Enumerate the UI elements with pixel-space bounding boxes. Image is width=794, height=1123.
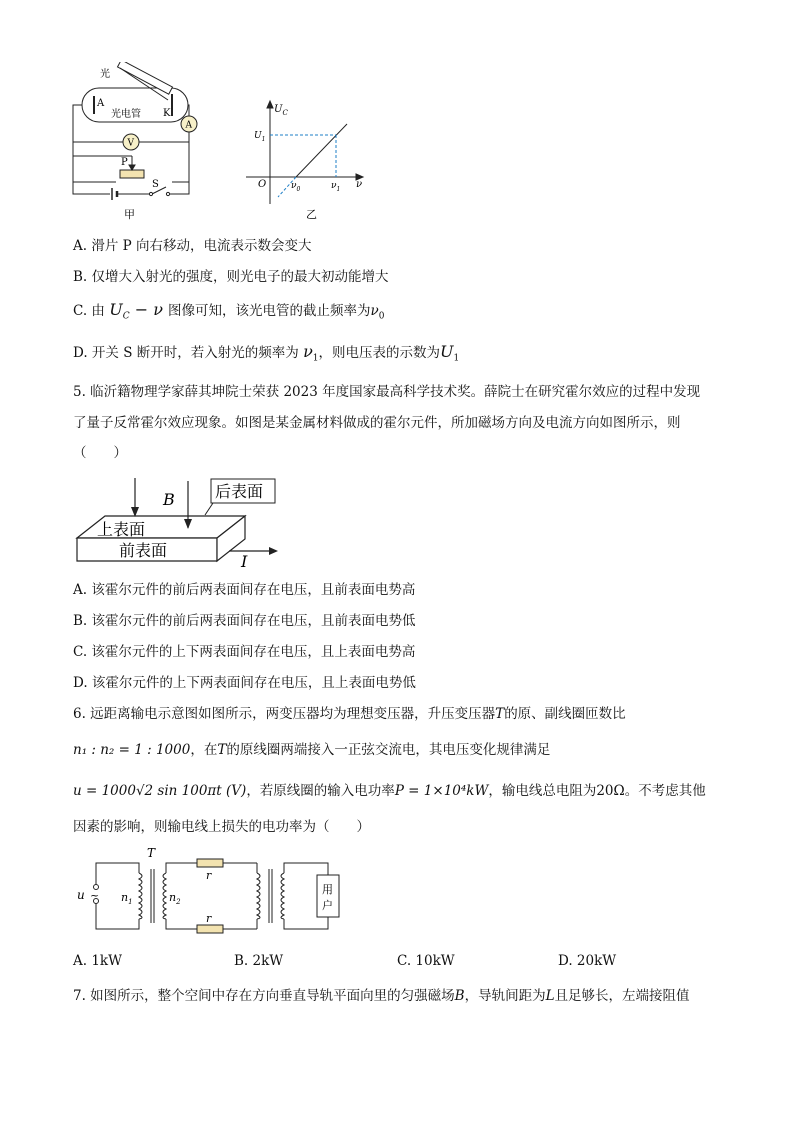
q5-stem-line3: （ ）	[73, 445, 127, 461]
q4-option-c-uc: U	[109, 300, 123, 319]
q4-option-c-text: 图像可知，该光电管的截止频率为	[168, 303, 371, 319]
top-surface-label: 上表面	[97, 520, 146, 539]
u1-sub: 1	[261, 136, 266, 143]
figure-hall-element	[73, 473, 283, 573]
figure-yi-caption: 乙	[306, 208, 317, 221]
q5-stem-line1: 5. 临沂籍物理学家薛其坤院士荣获 2023 年度国家最高科学技术奖。薛院士在研究霍尔效应的过程中发现	[73, 384, 701, 400]
nu1-sub: 1	[336, 186, 341, 193]
q4-option-d-text: ，则电压表的示数为	[318, 345, 441, 361]
resistor-r-bottom-label: r	[206, 912, 212, 925]
svg-text:UC	[274, 104, 288, 117]
q6-stem-line2-post: 的原线圈两端接入一正弦交流电，其电压变化规律满足	[226, 742, 551, 758]
svg-text:n2	[169, 891, 181, 906]
q6-option-d: D. 20kW	[558, 953, 617, 969]
figure-jia-circuit	[68, 62, 213, 222]
slider-p-label: P	[121, 157, 128, 168]
q4-option-d-nu1-sub: 1	[312, 353, 319, 364]
ammeter-icon: A	[185, 120, 192, 131]
figure-yi-graph	[240, 98, 370, 223]
q4-option-a: A. 滑片 P 向右移动，电流表示数会变大	[73, 238, 312, 254]
q6-option-a: A. 1kW	[73, 953, 122, 969]
q6-turns-ratio: n₁ : n₂ = 1 : 1000	[73, 742, 191, 758]
svg-text:ν1	[331, 181, 340, 193]
back-surface-label: 后表面	[215, 482, 264, 501]
user-char-1: 用	[322, 883, 333, 896]
q4-option-c-nu0: ν	[370, 303, 379, 319]
n2-label: n	[169, 891, 177, 904]
nu-axis-label: ν	[356, 179, 363, 190]
q4-option-d-nu1: ν	[303, 342, 313, 361]
resistor-r-top-label: r	[206, 869, 212, 882]
q6-stem-line2-text: ，在	[190, 742, 218, 758]
ac-source-icon: ~	[90, 889, 100, 902]
q6-stem-line1-post: 的原、副线圈匝数比	[504, 706, 626, 722]
q7-field-b: B	[454, 988, 465, 1004]
q7-stem-text: 7. 如图所示，整个空间中存在方向垂直导轨平面向里的匀强磁场	[73, 988, 455, 1004]
svg-text:U1	[254, 131, 265, 143]
q6-stem-line2	[73, 738, 550, 758]
q4-option-d-prefix: D. 开关 S 断开时，若入射光的频率为	[73, 345, 299, 361]
n2-sub: 2	[176, 898, 181, 906]
transformer-t-label: T	[147, 846, 156, 860]
q6-power-value: P = 1×10⁴kW	[394, 783, 489, 799]
q5-option-d: D. 该霍尔元件的上下两表面间存在电压，且上表面电势低	[73, 675, 416, 691]
q6-stem-line3-text2: ，输电线总电阻为	[488, 783, 597, 799]
q6-stem-line1	[73, 702, 626, 722]
figure-power-transmission	[73, 843, 353, 943]
q4-option-c	[73, 299, 384, 322]
q6-voltage-formula: u = 1000√2 sin 100πt (V)	[73, 783, 247, 799]
n1-label: n	[121, 891, 129, 904]
q6-resistance-value: 20Ω	[596, 783, 625, 799]
q6-stem-line3	[73, 779, 706, 799]
q4-option-c-uc-sub: C	[122, 311, 130, 322]
q4-option-d-u1-sub: 1	[453, 353, 460, 364]
q7-stem-post: 且足够长，左端接阻值	[554, 988, 690, 1004]
cathode-label: K	[163, 108, 171, 119]
field-b-label: B	[163, 490, 175, 509]
switch-s-label: S	[152, 179, 159, 190]
figure-jia-caption: 甲	[124, 208, 135, 221]
svg-text:n1	[121, 891, 133, 906]
q4-option-b: B. 仅增大入射光的强度，则光电子的最大初动能增大	[73, 269, 389, 285]
q4-option-c-nu0-sub: 0	[378, 311, 385, 322]
q7-stem-line1	[73, 984, 690, 1004]
q4-option-c-nu-axis: − ν	[129, 300, 168, 319]
user-char-2: 户	[322, 899, 333, 912]
nu0-label: ν	[291, 181, 297, 191]
q6-option-b: B. 2kW	[234, 953, 284, 969]
nu1-label: ν	[331, 181, 337, 191]
q6-stem-line3-text: ，若原线圈的输入电功率	[246, 783, 395, 799]
anode-label: A	[97, 98, 105, 109]
q5-option-a: A. 该霍尔元件的前后两表面间存在电压，且前表面电势高	[73, 582, 416, 598]
q6-stem-line3-post: 。不考虑其他	[624, 783, 706, 799]
q5-option-b: B. 该霍尔元件的前后两表面间存在电压，且前表面电势低	[73, 613, 416, 629]
q6-stem-line1-text: 6. 远距离输电示意图如图所示，两变压器均为理想变压器，升压变压器	[73, 706, 496, 722]
uc-axis-sub: C	[282, 109, 288, 117]
tube-label: 光电管	[111, 109, 141, 120]
voltmeter-icon: V	[127, 138, 134, 149]
svg-text:ν0	[291, 181, 300, 193]
q5-option-c: C. 该霍尔元件的上下两表面间存在电压，且上表面电势高	[73, 644, 416, 660]
uc-axis-label: U	[274, 104, 283, 115]
source-u-label: u	[77, 888, 85, 902]
current-i-label: I	[241, 552, 248, 571]
q6-stem-line1-t: T	[495, 706, 505, 722]
q4-option-d-u1: U	[440, 342, 454, 361]
light-label: 光	[100, 69, 110, 80]
front-surface-label: 前表面	[119, 541, 168, 560]
q6-stem-line2-t: T	[217, 742, 227, 758]
nu0-sub: 0	[296, 186, 301, 193]
q7-spacing-l: L	[545, 988, 555, 1004]
q4-option-c-prefix: C. 由	[73, 303, 105, 319]
origin-label: O	[258, 179, 267, 190]
q6-stem-line4: 因素的影响，则输电线上损失的电功率为（ ）	[73, 819, 370, 835]
q5-stem-line2: 了量子反常霍尔效应现象。如图是某金属材料做成的霍尔元件，所加磁场方向及电流方向如图所示，则	[73, 415, 681, 431]
q6-option-c: C. 10kW	[397, 953, 455, 969]
u1-label: U	[254, 131, 262, 141]
q4-option-d	[73, 341, 459, 364]
q7-stem-text2: ，导轨间距为	[464, 988, 546, 1004]
n1-sub: 1	[128, 898, 133, 906]
